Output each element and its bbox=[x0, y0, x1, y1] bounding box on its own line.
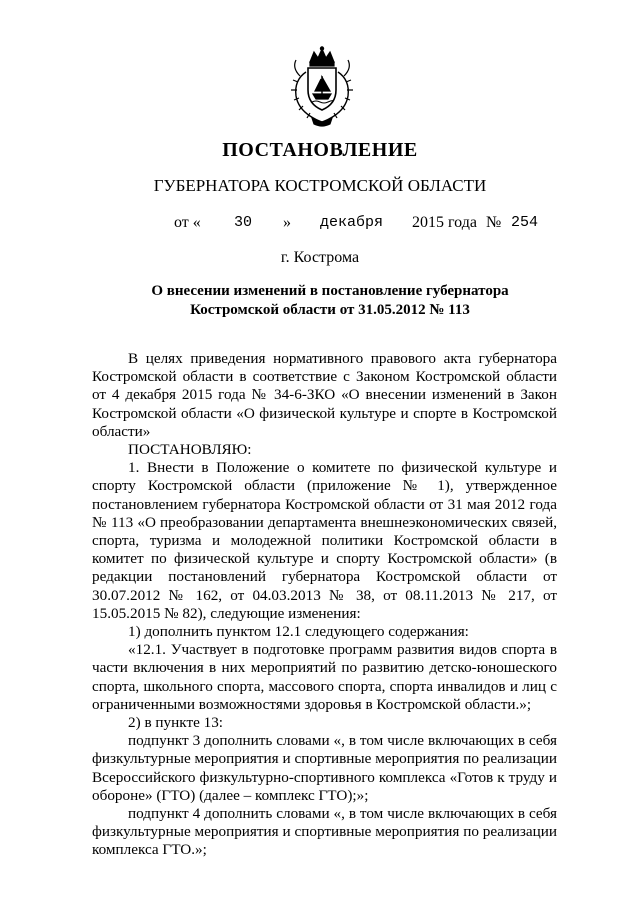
heading-line: О внесении изменений в постановление губернатора bbox=[151, 283, 509, 299]
paragraph-item-1: 1. Внести в Положение о комитете по физической культуре и спорту Костромской области (приложение № 1), утвержденное постановлением губернатора Костромской области от 31 мая 2012 года № 113 «О преобразовании департамента внешнеэкономических связей, спорта, туризма и молодежной политики Костромской области в комитет по физической культуре и спорту Костромской области» (в редакции постановлений губернатора Костромской области от 30.07.2012 № 162, от 04.03.2013 № 38, от 08.11.2013 № 217, от 15.05.2015 № 82), следующие изменения: bbox=[92, 459, 557, 622]
date-month: декабря bbox=[320, 214, 384, 231]
paragraph-amendment: подпункт 4 дополнить словами «, в том числе включающих в себя физкультурные мероприятия и спортивные мероприятия по реализации комплекса ГТО.»; bbox=[92, 805, 557, 859]
document-heading bbox=[120, 282, 540, 320]
paragraph-subitem: 1) дополнить пунктом 12.1 следующего содержания: bbox=[128, 623, 469, 641]
date-close-quote: » bbox=[283, 214, 291, 231]
paragraph-amendment: подпункт 3 дополнить словами «, в том числе включающих в себя физкультурные мероприятия и спортивные мероприятия по реализации Всероссийского физкультурно-спортивного комплекса «Готов к труду и обороне» (ГТО) (далее – комплекс ГТО);»; bbox=[92, 732, 557, 804]
document-body bbox=[92, 350, 557, 860]
date-prefix: от « bbox=[174, 214, 201, 231]
paragraph-preamble: В целях приведения нормативного правового акта губернатора Костромской области в соответствие с Законом Костромской области от 4 декабря 2015 года № 34-6-ЗКО «О внесении изменений в Закон Костромской области «О физической культуре и спорте в Костромской области» bbox=[92, 350, 557, 440]
document-issuer: ГУБЕРНАТОРА КОСТРОМСКОЙ ОБЛАСТИ bbox=[153, 176, 487, 195]
paragraph-quote: «12.1. Участвует в подготовке программ развития видов спорта в части включения в них мероприятий по развитию детско-юношеского спорта, школьного спорта, массового спорта, спорта инвалидов и лиц с ограниченными возможностями здоровья в Костромской области.»; bbox=[92, 641, 557, 713]
date-day: 30 bbox=[234, 214, 253, 231]
date-year: 2015 года bbox=[412, 214, 477, 231]
document-number: 254 bbox=[511, 214, 539, 231]
city-name: г. Кострома bbox=[280, 249, 360, 266]
number-sign: № bbox=[486, 214, 502, 231]
coat-of-arms-icon bbox=[288, 46, 356, 128]
paragraph-subitem: 2) в пункте 13: bbox=[128, 714, 224, 732]
paragraph-resolve: ПОСТАНОВЛЯЮ: bbox=[128, 441, 252, 459]
heading-line: Костромской области от 31.05.2012 № 113 bbox=[190, 302, 470, 318]
document-title: ПОСТАНОВЛЕНИЕ bbox=[222, 139, 418, 161]
date-number-line bbox=[0, 214, 640, 236]
